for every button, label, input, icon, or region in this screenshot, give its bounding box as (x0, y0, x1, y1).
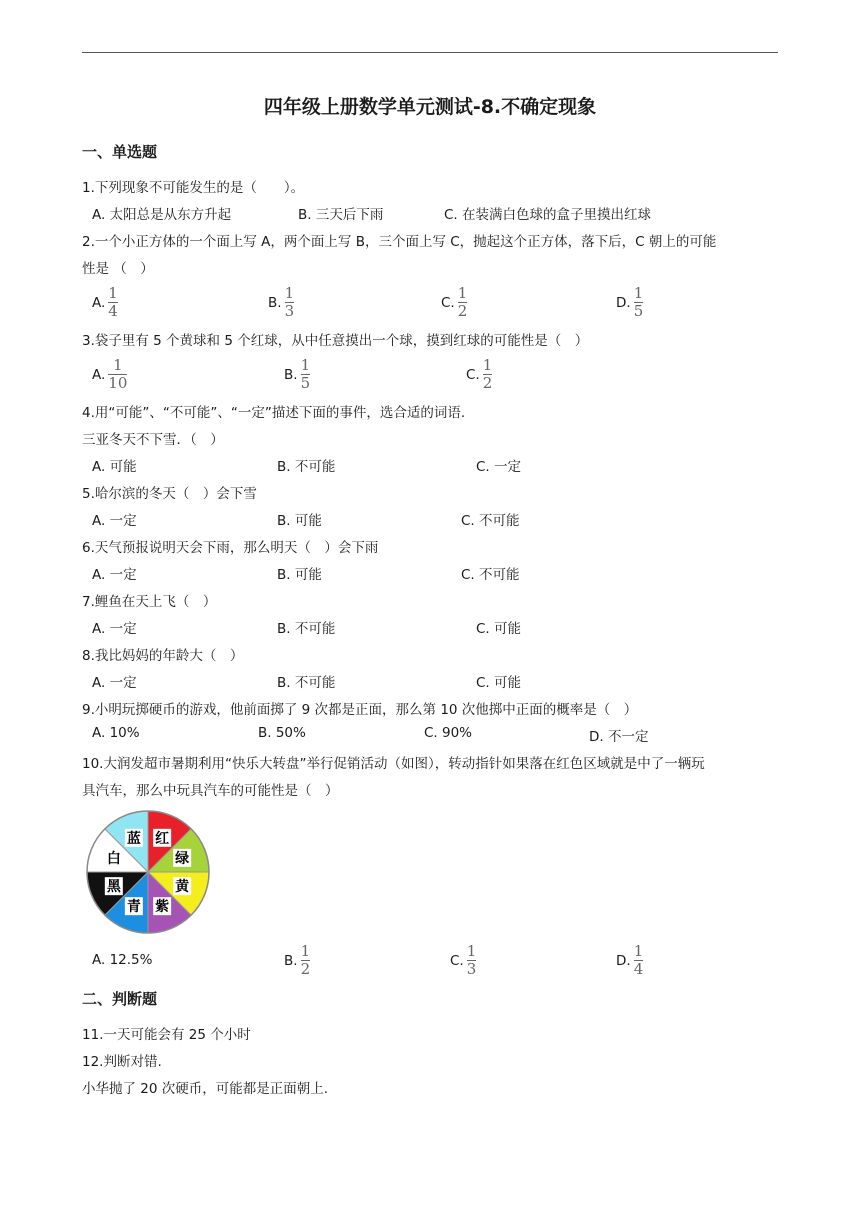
q6-option-a[interactable]: A. 一定 (92, 567, 137, 583)
fraction (467, 944, 477, 977)
option-label: B. (284, 366, 298, 383)
option-label: D. (616, 952, 631, 969)
q5-option-a[interactable]: A. 一定 (92, 513, 137, 529)
question-7: 7.鲤鱼在天上飞（ ） (82, 594, 217, 610)
q10-option-b[interactable] (284, 944, 310, 977)
numerator: 1 (482, 356, 493, 374)
wheel-sector-label: 白 (106, 850, 121, 867)
numerator: 1 (300, 942, 311, 960)
option-label: A. (92, 294, 106, 311)
option-label: B. (268, 294, 282, 311)
q3-option-b[interactable] (284, 358, 310, 391)
question-6: 6.天气预报说明天会下雨，那么明天（ ）会下雨 (82, 540, 379, 556)
option-label: C. (450, 952, 464, 969)
denominator: 10 (108, 374, 128, 392)
fraction (301, 358, 311, 391)
numerator: 1 (466, 942, 477, 960)
fraction (458, 286, 468, 319)
q4-option-a[interactable]: A. 可能 (92, 459, 137, 475)
fraction (108, 358, 127, 391)
q2-option-a[interactable] (92, 286, 118, 319)
fraction (634, 944, 644, 977)
q6-option-c[interactable]: C. 不可能 (461, 567, 520, 583)
numerator: 1 (108, 284, 118, 302)
q1-option-c[interactable]: C. 在装满白色球的盒子里摸出红球 (444, 207, 652, 223)
denominator: 3 (466, 960, 477, 978)
numerator: 1 (633, 942, 644, 960)
question-10-line-2: 具汽车，那么中玩具汽车的可能性是（ ） (82, 783, 339, 799)
q10-option-a[interactable]: A. 12.5% (92, 952, 153, 968)
wheel-sector-label: 黄 (175, 879, 190, 896)
fraction (483, 358, 493, 391)
q9-option-b[interactable]: B. 50% (258, 725, 306, 741)
question-4-line-2: 三亚冬天不下雪．（ ） (82, 432, 224, 448)
q1-option-a[interactable]: A. 太阳总是从东方升起 (92, 207, 232, 223)
fraction (285, 286, 295, 319)
question-5: 5.哈尔滨的冬天（ ）会下雪 (82, 486, 257, 502)
question-2-line-2: 性是 （ ） (82, 261, 154, 277)
q3-option-c[interactable] (466, 358, 492, 391)
wheel-sector-label: 红 (155, 830, 170, 847)
q2-option-b[interactable] (268, 286, 294, 319)
fraction (301, 944, 311, 977)
question-2-line-1: 2.一个小正方体的一个面上写 A，两个面上写 B，三个面上写 C，抛起这个正方体，落下后，C 朝上的可能 (82, 234, 717, 250)
q10-option-d[interactable] (616, 944, 643, 977)
numerator: 1 (113, 356, 123, 374)
q3-option-a[interactable] (92, 358, 127, 391)
prize-wheel (84, 808, 212, 936)
q7-option-c[interactable]: C. 可能 (476, 621, 522, 637)
question-12-line-1: 12.判断对错. (82, 1054, 162, 1070)
q10-option-c[interactable] (450, 944, 476, 977)
q7-option-a[interactable]: A. 一定 (92, 621, 137, 637)
wheel-sector-label: 紫 (155, 899, 170, 916)
numerator: 1 (300, 356, 311, 374)
denominator: 4 (633, 960, 644, 978)
q6-option-b[interactable]: B. 可能 (277, 567, 322, 583)
q8-option-b[interactable]: B. 不可能 (277, 675, 336, 691)
section-heading-true-false: 二、判断题 (82, 990, 158, 1008)
denominator: 2 (300, 960, 311, 978)
question-3: 3.袋子里有 5 个黄球和 5 个红球，从中任意摸出一个球，摸到红球的可能性是（ ） (82, 333, 589, 349)
question-12-line-2: 小华抛了 20 次硬币，可能都是正面朝上. (82, 1081, 329, 1097)
option-label: D. (616, 294, 631, 311)
q4-option-b[interactable]: B. 不可能 (277, 459, 336, 475)
wheel-sector-label: 黑 (106, 879, 121, 896)
q8-option-c[interactable]: C. 可能 (476, 675, 522, 691)
q5-option-b[interactable]: B. 可能 (277, 513, 322, 529)
question-8: 8.我比妈妈的年龄大（ ） (82, 648, 244, 664)
numerator: 1 (457, 284, 468, 302)
question-9: 9.小明玩掷硬币的游戏，他前面掷了 9 次都是正面，那么第 10 次他掷中正面的概率是（ ） (82, 702, 638, 718)
denominator: 4 (108, 302, 118, 320)
q1-option-b[interactable]: B. 三天后下雨 (298, 207, 384, 223)
denominator: 2 (457, 302, 468, 320)
option-label: C. (441, 294, 455, 311)
wheel-sector-label: 青 (126, 899, 141, 916)
q8-option-a[interactable]: A. 一定 (92, 675, 137, 691)
fraction (634, 286, 644, 319)
q5-option-c[interactable]: C. 不可能 (461, 513, 520, 529)
q9-option-c[interactable]: C. 90% (424, 725, 473, 741)
q9-option-d[interactable]: D. 不一定 (589, 729, 649, 745)
numerator: 1 (633, 284, 644, 302)
section-heading-single-choice: 一、单选题 (82, 143, 158, 161)
q7-option-b[interactable]: B. 不可能 (277, 621, 336, 637)
q9-option-a[interactable]: A. 10% (92, 725, 140, 741)
option-label: B. (284, 952, 298, 969)
q2-option-c[interactable] (441, 286, 467, 319)
denominator: 5 (300, 374, 311, 392)
option-label: A. (92, 366, 106, 383)
numerator: 1 (284, 284, 295, 302)
wheel-sector-label: 蓝 (126, 830, 141, 847)
question-4-line-1: 4.用“可能”、“不可能”、“一定”描述下面的事件，选合适的词语. (82, 405, 466, 421)
denominator: 3 (284, 302, 295, 320)
wheel-sector-label: 绿 (175, 850, 190, 867)
q4-option-c[interactable]: C. 一定 (476, 459, 522, 475)
denominator: 2 (482, 374, 493, 392)
top-rule (82, 52, 778, 53)
fraction (108, 286, 118, 319)
question-1: 1.下列现象不可能发生的是（ ）。 (82, 180, 305, 196)
q2-option-d[interactable] (616, 286, 643, 319)
question-10-line-1: 10.大润发超市暑期利用“快乐大转盘”举行促销活动（如图），转动指针如果落在红色区域就是中了一辆玩 (82, 756, 705, 772)
denominator: 5 (633, 302, 644, 320)
option-label: C. (466, 366, 480, 383)
page-title: 四年级上册数学单元测试-8.不确定现象 (263, 96, 597, 118)
question-11: 11.一天可能会有 25 个小时 (82, 1027, 251, 1043)
